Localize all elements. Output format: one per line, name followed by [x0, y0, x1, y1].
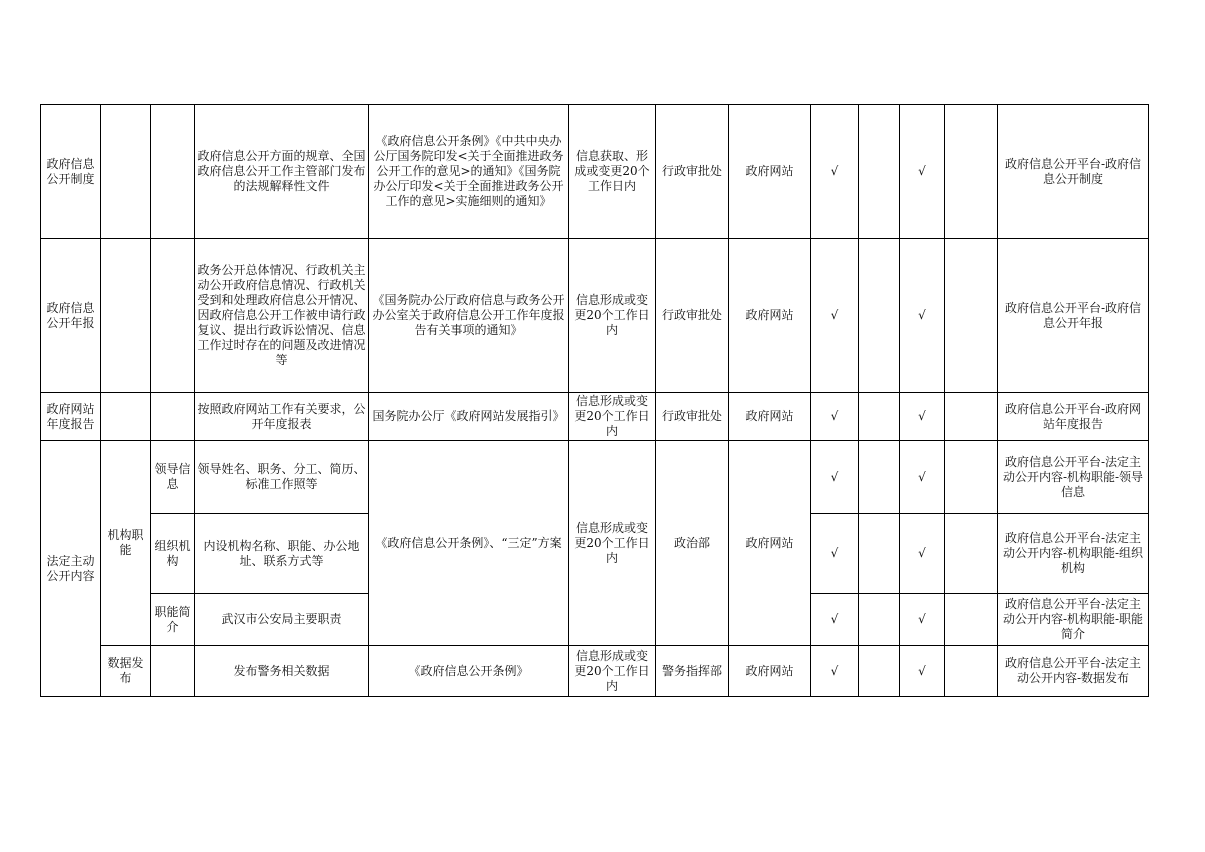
- column-cell: 政府信息公开平台-政府信息公开年报: [998, 239, 1149, 393]
- empty-cell: [151, 393, 195, 441]
- timing-cell: 信息形成或变更20个工作日内: [569, 441, 656, 646]
- empty-cell: [151, 105, 195, 239]
- content-cell: 发布警务相关数据: [195, 646, 369, 697]
- basis-cell: 国务院办公厅《政府网站发展指引》: [369, 393, 569, 441]
- empty-cell: [859, 441, 900, 514]
- dept-cell: 政治部: [656, 441, 729, 646]
- channel-cell: 政府网站: [729, 105, 811, 239]
- checkmark-cell: √: [811, 105, 859, 239]
- content-cell: 内设机构名称、职能、办公地址、联系方式等: [195, 514, 369, 594]
- checkmark-cell: √: [811, 393, 859, 441]
- table-row: [41, 646, 1149, 697]
- category-cell: 政府信息公开制度: [41, 105, 101, 239]
- checkmark-cell: √: [900, 105, 945, 239]
- empty-cell: [859, 105, 900, 239]
- empty-cell: [151, 646, 195, 697]
- timing-cell: 信息形成或变更20个工作日内: [569, 393, 656, 441]
- column-cell: 政府信息公开平台-政府信息公开制度: [998, 105, 1149, 239]
- channel-cell: 政府网站: [729, 239, 811, 393]
- empty-cell: [945, 239, 998, 393]
- empty-cell: [945, 646, 998, 697]
- timing-cell: 信息形成或变更20个工作日内: [569, 646, 656, 697]
- content-cell: 按照政府网站工作有关要求，公开年度报表: [195, 393, 369, 441]
- table-row: [41, 441, 1149, 514]
- subcategory-cell: 数据发布: [101, 646, 151, 697]
- dept-cell: 行政审批处: [656, 393, 729, 441]
- table-row: [41, 393, 1149, 441]
- empty-cell: [945, 105, 998, 239]
- empty-cell: [101, 393, 151, 441]
- checkmark-cell: √: [900, 514, 945, 594]
- checkmark-cell: √: [811, 239, 859, 393]
- content-cell: 政务公开总体情况、行政机关主动公开政府信息情况、行政机关受到和处理政府信息公开情况、因政府信息公开工作被申请行政复议、提出行政诉讼情况、信息工作过时存在的问题及改进情况等: [195, 239, 369, 393]
- empty-cell: [101, 105, 151, 239]
- column-cell: 政府信息公开平台-法定主动公开内容-机构职能-领导信息: [998, 441, 1149, 514]
- empty-cell: [101, 239, 151, 393]
- checkmark-cell: √: [900, 393, 945, 441]
- category-cell: 政府网站年度报告: [41, 393, 101, 441]
- dept-cell: 警务指挥部: [656, 646, 729, 697]
- channel-cell: 政府网站: [729, 441, 811, 646]
- basis-cell: 《政府信息公开条例》、“三定”方案: [369, 441, 569, 646]
- column-cell: 政府信息公开平台-政府网站年度报告: [998, 393, 1149, 441]
- column-cell: 政府信息公开平台-法定主动公开内容-数据发布: [998, 646, 1149, 697]
- disclosure-table: [40, 104, 1149, 697]
- basis-cell: 《政府信息公开条例》: [369, 646, 569, 697]
- empty-cell: [945, 514, 998, 594]
- checkmark-cell: √: [900, 239, 945, 393]
- item-label-cell: 组织机构: [151, 514, 195, 594]
- empty-cell: [859, 393, 900, 441]
- category-cell: 政府信息公开年报: [41, 239, 101, 393]
- category-cell: 法定主动公开内容: [41, 441, 101, 697]
- channel-cell: 政府网站: [729, 646, 811, 697]
- dept-cell: 行政审批处: [656, 105, 729, 239]
- table-row: [41, 105, 1149, 239]
- channel-cell: 政府网站: [729, 393, 811, 441]
- empty-cell: [945, 393, 998, 441]
- column-cell: 政府信息公开平台-法定主动公开内容-机构职能-职能简介: [998, 594, 1149, 646]
- empty-cell: [859, 594, 900, 646]
- empty-cell: [151, 239, 195, 393]
- checkmark-cell: √: [811, 594, 859, 646]
- empty-cell: [859, 514, 900, 594]
- checkmark-cell: √: [900, 646, 945, 697]
- empty-cell: [859, 239, 900, 393]
- checkmark-cell: √: [811, 646, 859, 697]
- content-cell: 武汉市公安局主要职责: [195, 594, 369, 646]
- checkmark-cell: √: [900, 594, 945, 646]
- subcategory-cell: 机构职能: [101, 441, 151, 646]
- content-cell: 政府信息公开方面的规章、全国政府信息公开工作主管部门发布的法规解释性文件: [195, 105, 369, 239]
- content-cell: 领导姓名、职务、分工、简历、标准工作照等: [195, 441, 369, 514]
- empty-cell: [945, 594, 998, 646]
- timing-cell: 信息获取、形成或变更20个工作日内: [569, 105, 656, 239]
- checkmark-cell: √: [811, 441, 859, 514]
- basis-cell: 《国务院办公厅政府信息与政务公开办公室关于政府信息公开工作年度报告有关事项的通知》: [369, 239, 569, 393]
- empty-cell: [945, 441, 998, 514]
- item-label-cell: 领导信息: [151, 441, 195, 514]
- empty-cell: [859, 646, 900, 697]
- checkmark-cell: √: [811, 514, 859, 594]
- column-cell: 政府信息公开平台-法定主动公开内容-机构职能-组织机构: [998, 514, 1149, 594]
- table-row: [41, 239, 1149, 393]
- dept-cell: 行政审批处: [656, 239, 729, 393]
- checkmark-cell: √: [900, 441, 945, 514]
- item-label-cell: 职能简介: [151, 594, 195, 646]
- basis-cell: 《政府信息公开条例》《中共中央办公厅国务院印发<关于全面推进政务公开工作的意见>的通知》《国务院办公厅印发<关于全面推进政务公开工作的意见>实施细则的通知》: [369, 105, 569, 239]
- timing-cell: 信息形成或变更20个工作日内: [569, 239, 656, 393]
